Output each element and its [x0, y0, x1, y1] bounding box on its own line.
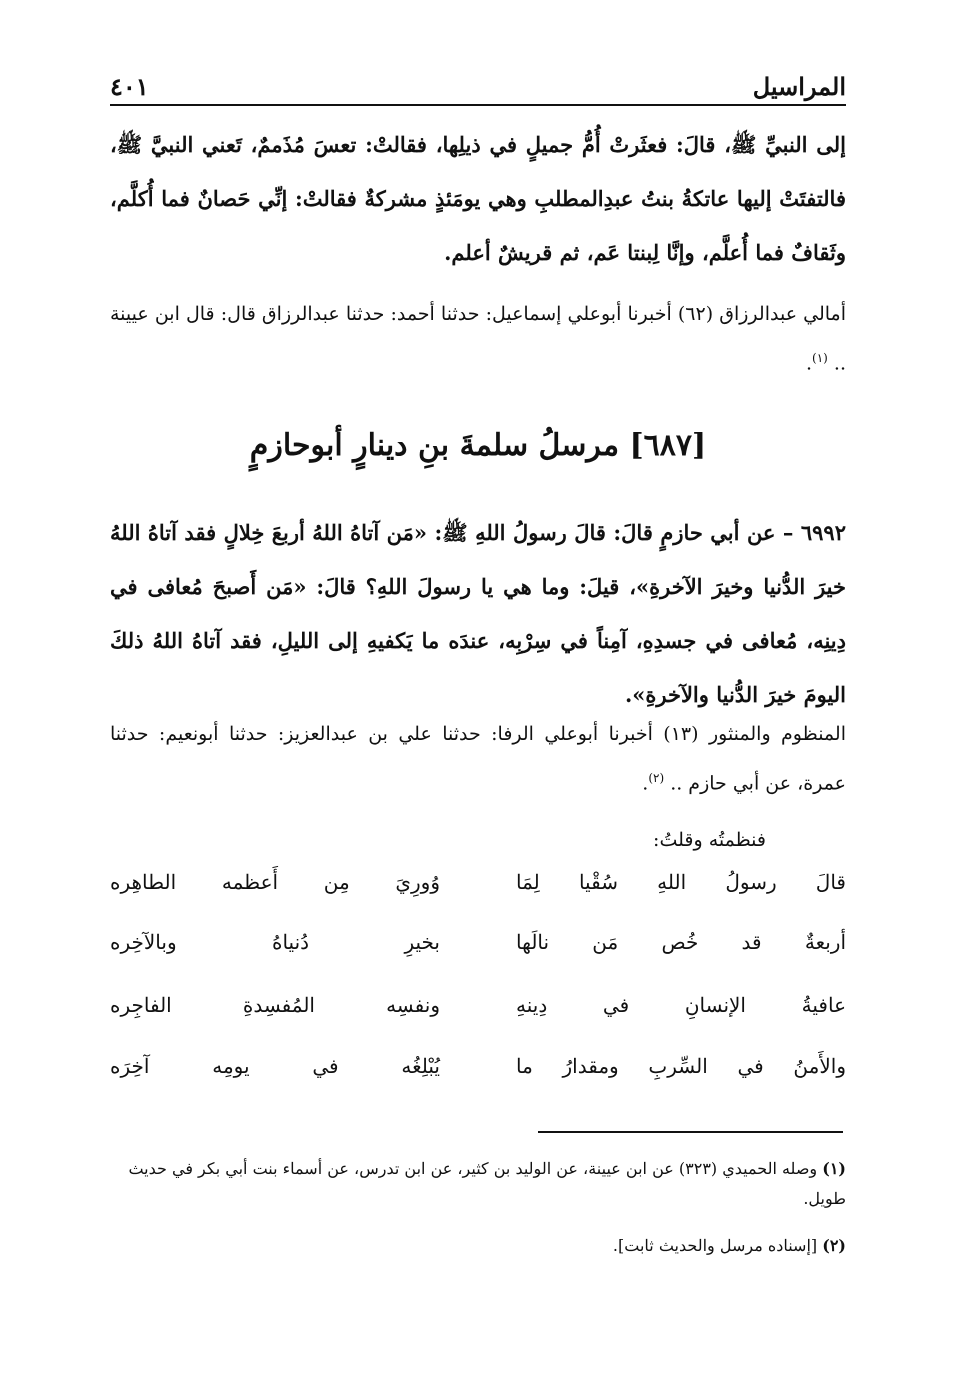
continuation-paragraph [110, 118, 846, 280]
source-2-end: . [642, 772, 649, 795]
footnote-1-text: وصله الحميدي (٣٢٣) عن ابن عيينة، عن الوليد بن كثير، عن ابن تدرس، عن أسماء بنت أبي بكر في حديث طويل. [128, 1159, 846, 1208]
poem-verse [110, 930, 846, 980]
verse-first-hemistich: والأَمنُ في السِّربِ ومقدارُ ما [516, 1054, 846, 1078]
footnote-2-number: (٢) [822, 1236, 846, 1255]
verse-first-hemistich: أربعةٌ قد خُص مَن نالَها [516, 930, 846, 954]
footnote-1 [110, 1154, 846, 1214]
running-title: المراسيل [752, 72, 846, 101]
footnote-2-text: [إسناده مرسل والحديث ثابت]. [612, 1236, 818, 1255]
source-2-text: المنظوم والمنثور (١٣) أخبرنا أبوعلي الرفا: حدثنا علي بن عبدالعزيز: حدثنا أبونعيم: حدثنا عمرة، عن أبي حازم .. [110, 723, 846, 795]
verse-first-hemistich: قالَ رسولُ اللهِ سُقْيا لِمَا [516, 870, 846, 894]
verse-second-hemistich: بخيرِ دُنياهُ وبالآخِره [110, 930, 440, 954]
header-rule [110, 104, 846, 106]
footnote-rule [538, 1131, 843, 1133]
verse-second-hemistich: وُورِيَ مِن أَعظمه الطاهِره [110, 870, 440, 894]
running-header [110, 68, 846, 108]
page-number: ٤٠١ [110, 72, 149, 101]
chapter-heading: [٦٨٧] مرسلُ سلمةَ بنِ دينارٍ أبوحازمٍ [249, 428, 707, 463]
poem-verse [110, 870, 846, 920]
source-1-end: . [805, 352, 813, 375]
verse-first-hemistich: عافيةُ الإنسانِ في دِينهِ [516, 993, 846, 1017]
continuation-text: إلى النبيِّ ﷺ، قالَ: فعثَرتْ أُمُّ جميلٍ في ذيلِها، فقالتْ: تعسَ مُذَممٌ، تَعني النبيَّ ﷺ، فالتفتَتْ إليها عاتكةُ بنتُ عبدِالمطلبِ وهي يومَئذٍ مشركةٌ فقالتْ: إنِّي حَصانٌ فما أُكلَّم، وثَقافٌ فما أُعلَّم، وإنَّا لِبنتا عَم، ثم قريشٌ أعلم. [110, 132, 846, 265]
footnote-1-number: (١) [822, 1159, 846, 1178]
source-paragraph-1 [110, 292, 846, 385]
poem-verse [110, 993, 846, 1043]
poem-intro: فنظمتُه وقلتُ: [653, 829, 766, 851]
footnote-ref-2[interactable]: (٢) [648, 771, 665, 785]
footnote-2 [110, 1231, 846, 1261]
footnote-ref-1[interactable]: (١) [812, 351, 828, 365]
poem-verse [110, 1054, 846, 1104]
verse-second-hemistich: يُبْلِغُه في يومِه آخِرَه [110, 1054, 440, 1078]
hadith-paragraph [110, 506, 846, 722]
verse-second-hemistich: ونفسِه المُفسِدةِ الفاجِره [110, 993, 440, 1017]
source-1-text: أمالي عبدالرزاق (٦٢) أخبرنا أبوعلي إسماعيل: حدثنا أحمد: حدثنا عبدالرزاق قال: قال ابن عيينة .. [110, 303, 846, 375]
hadith-text: ٦٩٩٢ – عن أبي حازمٍ قالَ: قالَ رسولُ اللهِ ﷺ: «مَن آتاهُ اللهُ أربعَ خِلالٍ فقد آتاهُ اللهُ خيرَ الدُّنيا وخيرَ الآخرةِ»، قيلَ: وما هي يا رسولَ اللهِ؟ قالَ: «مَن أَصبحَ مُعافى في دِينِه، مُعافى في جسدِهِ، آمِناً في سِرْبِه، عندَه ما يَكفيهِ إلى الليلِ، فقد آتاهُ اللهُ ذلكَ اليومَ خيرَ الدُّنيا والآخرةِ». [110, 520, 846, 707]
source-paragraph-2 [110, 712, 846, 805]
